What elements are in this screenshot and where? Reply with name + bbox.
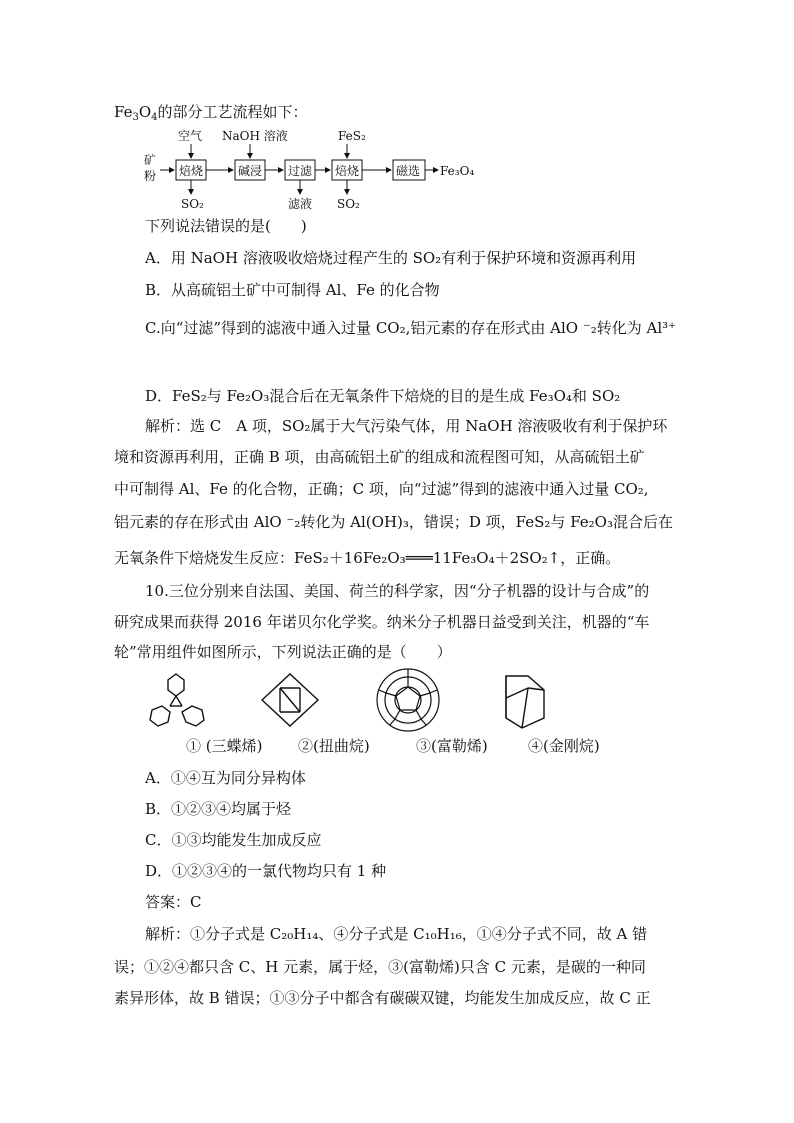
q9-analysis-line-5: 无氧条件下焙烧发生反应：FeS₂＋16Fe₂O₃═══11Fe₃O₄＋2SO₂↑，正确。 bbox=[114, 549, 621, 567]
q9-analysis-line-4: 铝元素的存在形式由 AlO ⁻₂转化为 Al(OH)₃，错误；D 项，FeS₂与 Fe₂O₃混合后在 bbox=[114, 513, 673, 531]
q10-stem-line-2: 研究成果而获得 2016 年诺贝尔化学奖。纳米分子机器日益受到关注，机器的“车 bbox=[114, 613, 650, 631]
q9-analysis-line-2: 境和资源再利用，正确 B 项，由高硫铝土矿的组成和流程图可知，从高硫铝土矿 bbox=[114, 448, 645, 466]
q9-option-d: D．FeS₂与 Fe₂O₃混合后在无氧条件下焙烧的目的是生成 Fe₃O₄和 SO₂ bbox=[145, 387, 621, 405]
q10-analysis-line-3: 素异形体，故 B 错误；①③分子中都含有碳碳双键，均能发生加成反应，故 C 正 bbox=[114, 989, 651, 1007]
q10-stem-line-3: 轮”常用组件如图所示，下列说法正确的是（ ） bbox=[114, 643, 452, 661]
q10-option-b: B．①②③④均属于烃 bbox=[145, 800, 292, 818]
flow-step-4: 焙烧 bbox=[335, 164, 360, 178]
flow-start-bottom: 粉 bbox=[144, 169, 157, 183]
flow-output-filtrate: 滤液 bbox=[288, 197, 313, 211]
flow-step-3: 过滤 bbox=[288, 164, 313, 178]
fullerene-structure bbox=[377, 669, 439, 731]
q9-stem: 下列说法错误的是( ) bbox=[145, 217, 307, 235]
molecule-figures bbox=[130, 666, 630, 732]
intro-line: $Fe_3O_4$的部分工艺流程如下： bbox=[114, 103, 308, 123]
adamantane-structure bbox=[506, 676, 544, 728]
flow-step-1: 焙烧 bbox=[179, 164, 204, 178]
flow-input-fes2: FeS₂ bbox=[338, 129, 366, 143]
flow-output-so2-1: SO₂ bbox=[181, 197, 204, 211]
q10-answer: 答案：C bbox=[145, 893, 202, 911]
q10-analysis-line-2: 误；①②④都只含 C、H 元素，属于烃，③(富勒烯)只含 C 元素，是碳的一种同 bbox=[114, 958, 646, 976]
q9-analysis-line-1: 解析：选 C A 项，SO₂属于大气污染气体，用 NaOH 溶液吸收有利于保护环 bbox=[145, 417, 668, 435]
q9-option-c: C.向“过滤”得到的滤液中通入过量 CO₂,铝元素的存在形式由 AlO ⁻₂转化为 Al³⁺ bbox=[145, 319, 677, 337]
q10-option-a: A．①④互为同分异构体 bbox=[145, 769, 306, 787]
q10-stem-line-1: 10.三位分别来自法国、美国、荷兰的科学家，因“分子机器的设计与合成”的 bbox=[145, 582, 650, 600]
q9-option-a: A．用 NaOH 溶液吸收焙烧过程产生的 SO₂有利于保护环境和资源再利用 bbox=[145, 249, 637, 267]
twistane-structure bbox=[262, 674, 318, 726]
flow-step-5: 磁选 bbox=[396, 164, 421, 178]
mol-label-2: ②(扭曲烷) bbox=[298, 737, 370, 755]
flow-step-2: 碱浸 bbox=[238, 164, 263, 178]
mol-label-1: ① (三蝶烯) bbox=[186, 737, 263, 755]
process-flowchart bbox=[130, 124, 490, 216]
flow-start-top: 矿 bbox=[144, 153, 157, 167]
flow-output-so2-2: SO₂ bbox=[337, 197, 360, 211]
flow-input-air: 空气 bbox=[178, 129, 203, 143]
flow-input-naoh: NaOH 溶液 bbox=[222, 129, 288, 143]
q10-option-c: C．①③均能发生加成反应 bbox=[145, 831, 322, 849]
q10-analysis-line-1: 解析：①分子式是 C₂₀H₁₄、④分子式是 C₁₀H₁₆，①④分子式不同，故 A 错 bbox=[145, 925, 648, 943]
q9-analysis-line-3: 中可制得 Al、Fe 的化合物，正确；C 项，向“过滤”得到的滤液中通入过量 CO₂, bbox=[114, 480, 649, 498]
q9-option-b: B．从高硫铝土矿中可制得 Al、Fe 的化合物 bbox=[145, 281, 440, 299]
mol-label-4: ④(金刚烷) bbox=[528, 737, 600, 755]
q10-option-d: D．①②③④的一氯代物均只有 1 种 bbox=[145, 862, 387, 880]
flow-product: Fe₃O₄ bbox=[440, 164, 475, 178]
triptycene-structure bbox=[150, 674, 204, 726]
mol-label-3: ③(富勒烯) bbox=[416, 737, 488, 755]
